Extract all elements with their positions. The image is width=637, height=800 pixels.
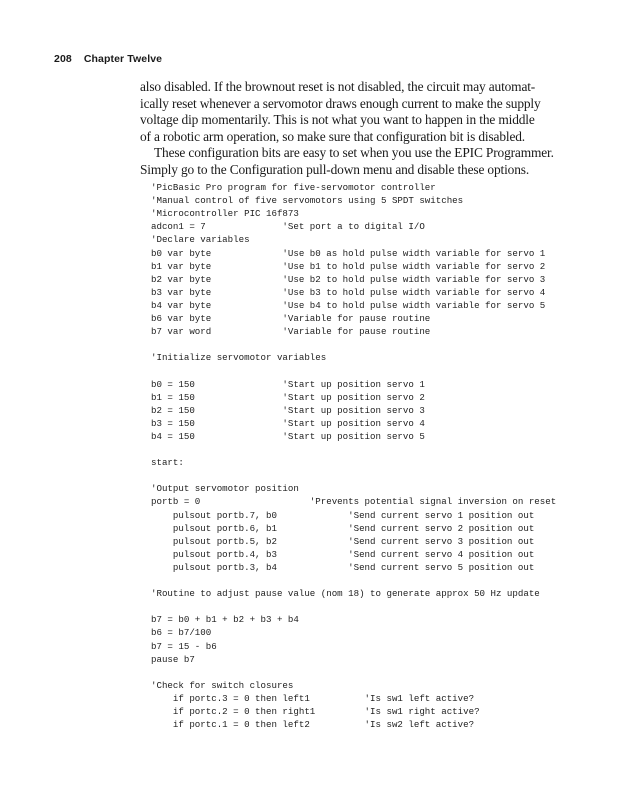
- page-header: [54, 53, 162, 65]
- code-line: 'Check for switch closures: [151, 679, 294, 691]
- page-number: 208: [54, 53, 72, 65]
- code-line: b0 var byte 'Use b0 as hold pulse width variable for servo 1: [151, 247, 546, 259]
- code-line: pulsout portb.7, b0 'Send current servo 1 position out: [151, 509, 535, 521]
- body-line: Simply go to the Configuration pull-down menu and disable these options.: [140, 161, 530, 177]
- code-line: 'Declare variables: [151, 234, 250, 246]
- code-line: b7 var word 'Variable for pause routine: [151, 326, 431, 338]
- chapter-title: Chapter Twelve: [83, 53, 163, 65]
- body-line: voltage dip momentarily. This is not what you want to happen in the middle: [140, 112, 535, 128]
- body-line: also disabled. If the brownout reset is not disabled, the circuit may automat-: [140, 79, 536, 94]
- code-line: b0 = 150 'Start up position servo 1: [151, 378, 425, 390]
- code-line: 'Routine to adjust pause value (nom 18) to generate approx 50 Hz update: [151, 588, 540, 600]
- code-line: pulsout portb.5, b2 'Send current servo 3 position out: [151, 535, 535, 547]
- code-line: b6 = b7/100: [151, 627, 212, 639]
- code-line: b4 var byte 'Use b4 to hold pulse width variable for servo 5: [151, 299, 546, 311]
- code-line: b1 var byte 'Use b1 to hold pulse width variable for servo 2: [151, 260, 546, 272]
- code-line: b7 = 15 - b6: [151, 640, 217, 652]
- body-line: ically reset whenever a servomotor draws enough current to make the supply: [140, 95, 541, 111]
- body-text: [140, 79, 576, 179]
- code-line: pulsout portb.6, b1 'Send current servo 2 position out: [151, 522, 535, 534]
- code-line: 'Initialize servomotor variables: [151, 352, 327, 364]
- code-line: if portc.2 = 0 then right1 'Is sw1 right active?: [151, 706, 480, 717]
- code-line: 'PicBasic Pro program for five-servomotor controller: [151, 182, 436, 193]
- body-line: of a robotic arm operation, so make sure that configuration bit is disabled.: [140, 128, 526, 144]
- code-line: b3 var byte 'Use b3 to hold pulse width variable for servo 4: [151, 286, 546, 298]
- code-line: adcon1 = 7 'Set port a to digital I/O: [151, 221, 425, 233]
- code-line: pause b7: [151, 653, 195, 665]
- code-line: start:: [151, 457, 184, 469]
- code-line: pulsout portb.4, b3 'Send current servo 4 position out: [151, 548, 535, 560]
- code-line: 'Microcontroller PIC 16f873: [151, 208, 299, 220]
- code-line: b4 = 150 'Start up position servo 5: [151, 430, 425, 442]
- code-line: pulsout portb.3, b4 'Send current servo 5 position out: [151, 561, 535, 573]
- code-line: 'Manual control of five servomotors using 5 SPDT switches: [151, 195, 464, 207]
- code-line: b2 var byte 'Use b2 to hold pulse width variable for servo 3: [151, 273, 546, 285]
- body-line: These configuration bits are easy to set when you use the EPIC Programmer.: [154, 145, 554, 161]
- code-line: b3 = 150 'Start up position servo 4: [151, 417, 425, 429]
- code-line: if portc.3 = 0 then left1 'Is sw1 left active?: [151, 692, 475, 704]
- code-line: b1 = 150 'Start up position servo 2: [151, 391, 425, 403]
- code-line: b6 var byte 'Variable for pause routine: [151, 313, 431, 324]
- code-line: if portc.1 = 0 then left2 'Is sw2 left active?: [151, 719, 475, 731]
- code-line: portb = 0 'Prevents potential signal inversion on reset: [151, 496, 557, 508]
- code-line: b2 = 150 'Start up position servo 3: [151, 404, 425, 416]
- code-line: b7 = b0 + b1 + b2 + b3 + b4: [151, 614, 299, 626]
- code-line: 'Output servomotor position: [151, 483, 299, 495]
